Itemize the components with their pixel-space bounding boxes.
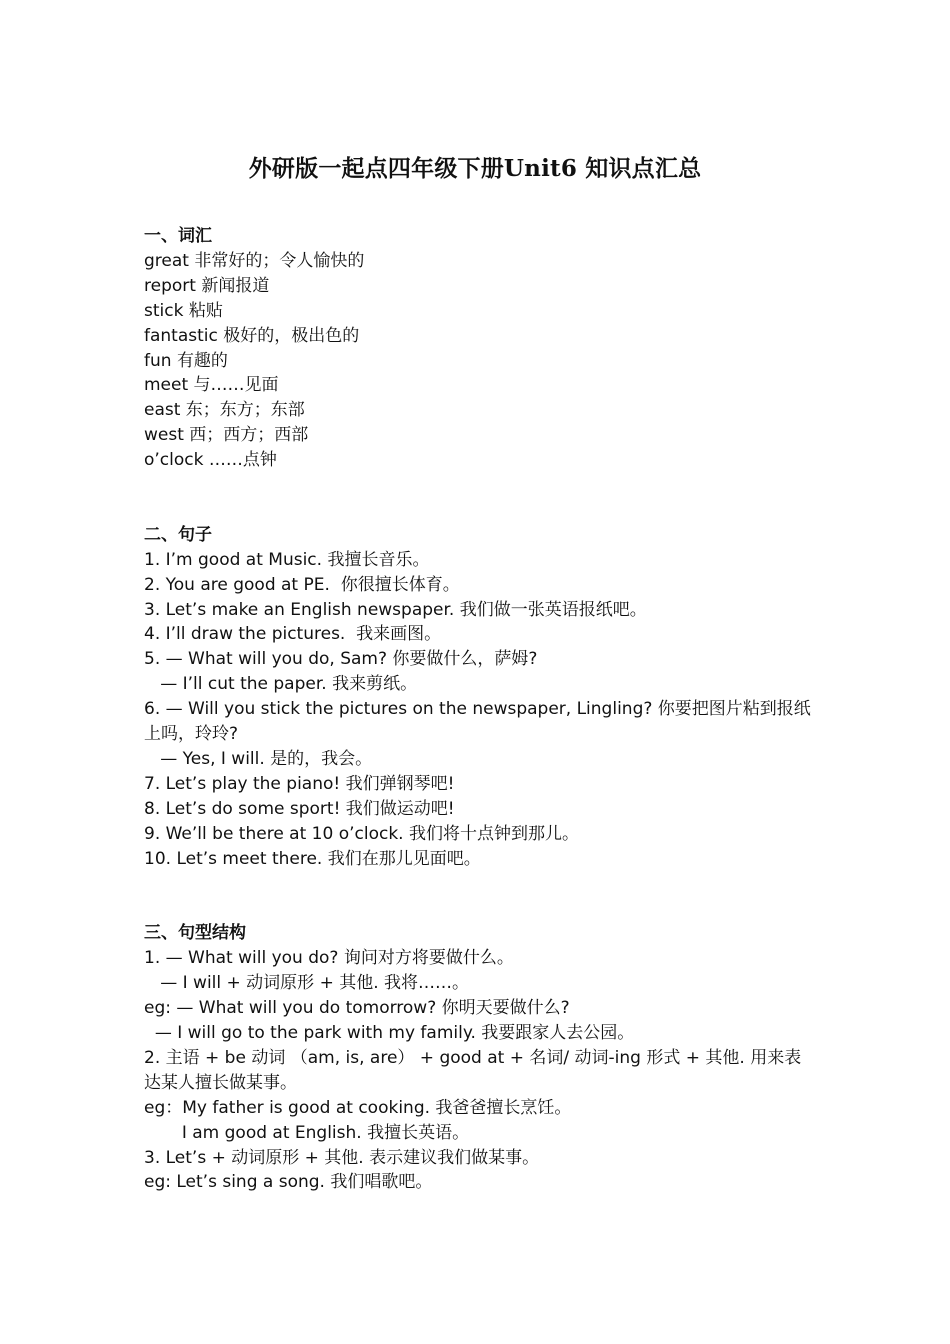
vocab-item: west 西；西方；西部 — [144, 425, 309, 446]
vocab-item: fantastic 极好的，极出色的 — [144, 325, 360, 346]
document-title: 外研版一起点四年级下册Unit6 知识点汇总 — [248, 155, 702, 182]
section-sentences — [144, 523, 814, 872]
section-heading: 二、句子 — [144, 524, 212, 545]
sentence-item: 7. Let’s play the piano! 我们弹钢琴吧! — [144, 773, 455, 794]
sentence-item: 2. You are good at PE. 你很擅长体育。 — [144, 574, 460, 595]
sentence-item: — I’ll cut the paper. 我来剪纸。 — [144, 674, 418, 695]
sentence-item: 4. I’ll draw the pictures. 我来画图。 — [144, 624, 442, 645]
pattern-item: 2. 主语 + be 动词 （am, is, are） + good at + 名词/ 动词-ing 形式 + 其他. 用来表达某人擅长做某事。 — [144, 1047, 802, 1093]
sentence-item: — Yes, I will. 是的，我会。 — [144, 749, 373, 770]
pattern-item: — I will + 动词原形 + 其他. 我将……。 — [144, 973, 470, 994]
sentence-item: 5. — What will you do, Sam? 你要做什么，萨姆? — [144, 649, 538, 670]
section-heading: 三、句型结构 — [144, 923, 246, 944]
sentence-item: 1. I’m good at Music. 我擅长音乐。 — [144, 549, 430, 570]
section-heading: 一、词汇 — [144, 226, 212, 246]
section-sentence-patterns — [144, 921, 814, 1195]
sentence-item: 6. — Will you stick the pictures on the newspaper, Lingling? 你要把图片粘到报纸上吗，玲玲? — [144, 699, 811, 745]
section-vocabulary — [144, 224, 814, 473]
sentence-item: 10. Let’s meet there. 我们在那儿见面吧。 — [144, 848, 481, 869]
pattern-item: I am good at English. 我擅长英语。 — [144, 1122, 470, 1143]
vocab-item: report 新闻报道 — [144, 275, 270, 296]
sentence-item: 3. Let’s make an English newspaper. 我们做一张英语报纸吧。 — [144, 599, 647, 620]
pattern-item: eg: Let’s sing a song. 我们唱歌吧。 — [144, 1172, 433, 1193]
vocab-item: stick 粘贴 — [144, 300, 223, 321]
sentence-item: 9. We’ll be there at 10 o’clock. 我们将十点钟到那儿。 — [144, 823, 579, 844]
pattern-item: eg：My father is good at cooking. 我爸爸擅长烹饪。 — [144, 1097, 572, 1118]
sentence-item: 8. Let’s do some sport! 我们做运动吧! — [144, 798, 455, 819]
vocab-item: fun 有趣的 — [144, 350, 228, 371]
vocab-item: great 非常好的；令人愉快的 — [144, 250, 365, 271]
pattern-item: 3. Let’s + 动词原形 + 其他. 表示建议我们做某事。 — [144, 1147, 540, 1168]
document-body — [144, 224, 814, 1195]
pattern-item: — I will go to the park with my family. 我要跟家人去公园。 — [144, 1022, 635, 1043]
vocab-item: meet 与……见面 — [144, 375, 279, 396]
pattern-item: eg: — What will you do tomorrow? 你明天要做什么? — [144, 998, 570, 1019]
vocab-item: east 东；东方；东部 — [144, 400, 305, 421]
pattern-item: 1. — What will you do? 询问对方将要做什么。 — [144, 948, 514, 969]
vocab-item: o’clock ……点钟 — [144, 450, 277, 471]
